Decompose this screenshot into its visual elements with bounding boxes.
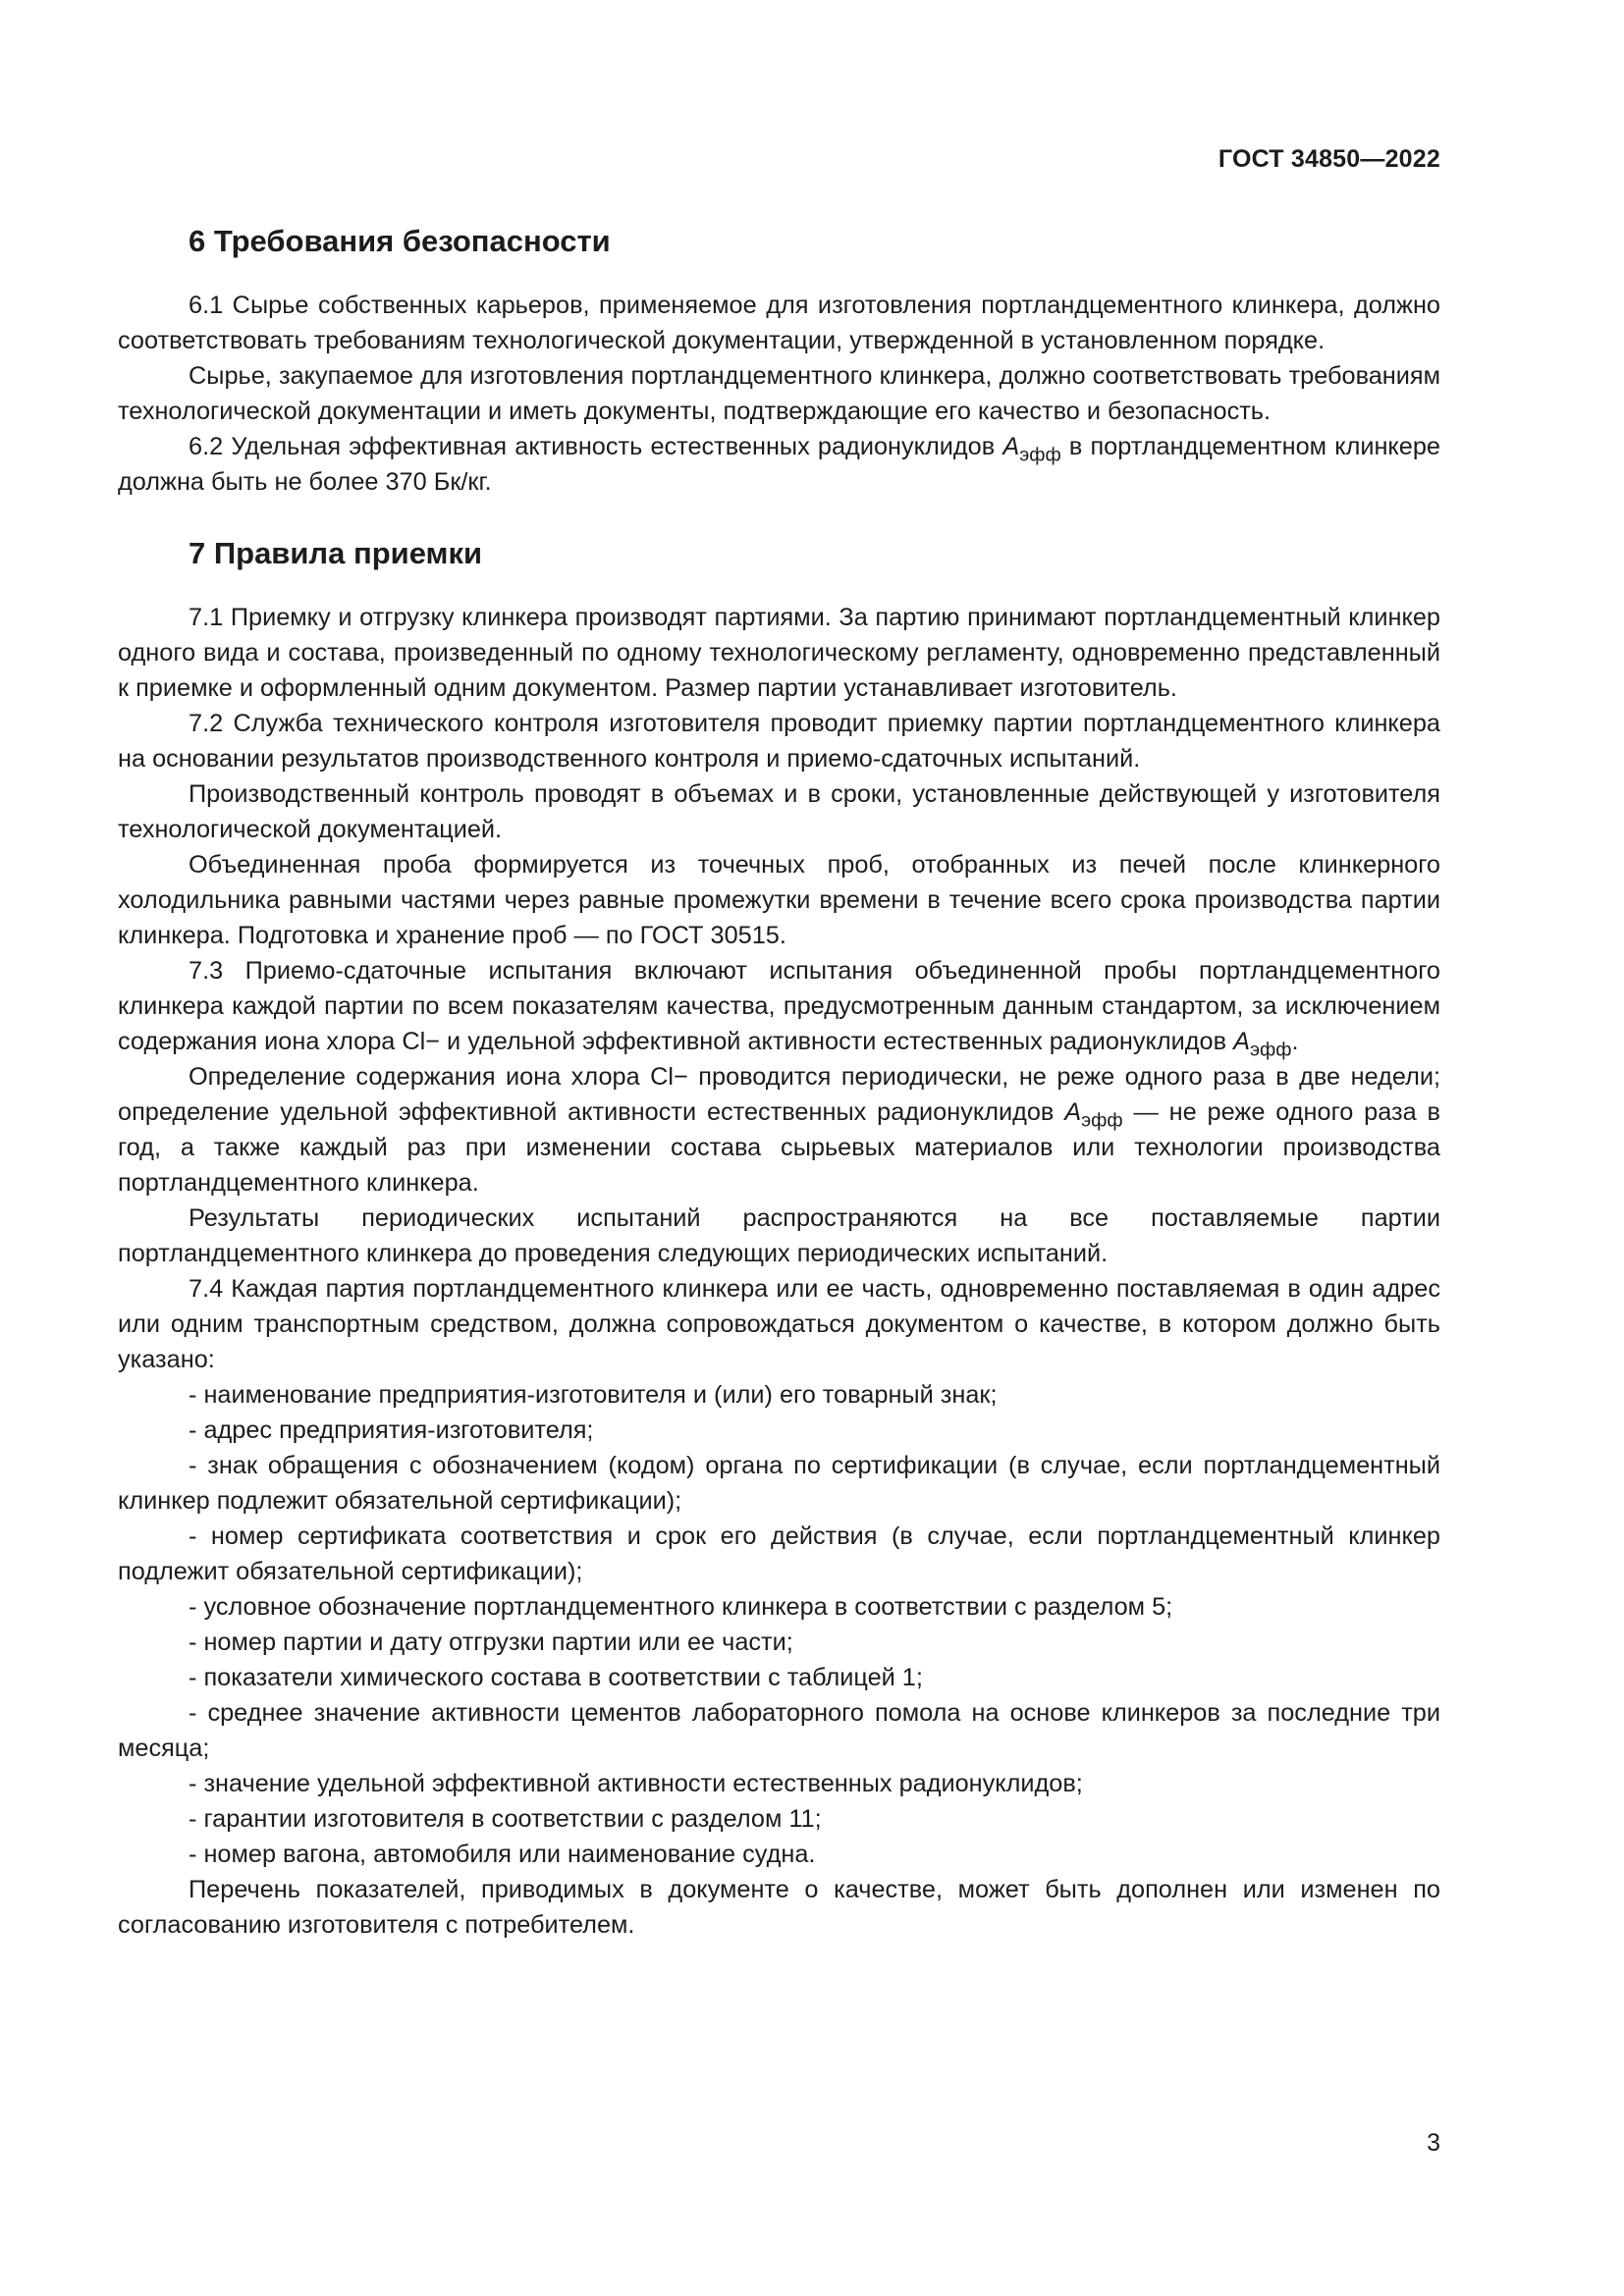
paragraph-raw-material: Сырье, закупаемое для изготовления портландцементного клинкера, должно соответствовать требованиям технологической документации и иметь документы, подтверждающие его качество и безопасность. [118, 362, 1440, 425]
aeff-symbol: A [1002, 433, 1020, 460]
list-item: - условное обозначение портландцементного клинкера в соответствии с разделом 5; [189, 1593, 1173, 1621]
aeff-symbol: A [1233, 1028, 1250, 1055]
list-item: - наименование предприятия-изготовителя и (или) его товарный знак; [189, 1381, 998, 1409]
aeff-subscript: эфф [1019, 444, 1061, 466]
list-item: - среднее значение активности цементов лабораторного помола на основе клинкеров за последние три месяца; [118, 1699, 1440, 1762]
list-item: - номер вагона, автомобиля или наименование судна. [189, 1841, 816, 1868]
list-item: - значение удельной эффективной активности естественных радионуклидов; [189, 1770, 1083, 1797]
aeff-subscript: эфф [1081, 1109, 1123, 1132]
paragraph-final: Перечень показателей, приводимых в документе о качестве, может быть дополнен или изменен по согласованию изготовителя с потребителем. [118, 1876, 1440, 1939]
list-item: - знак обращения с обозначением (кодом) органа по сертификации (в случае, если портландцементный клинкер подлежит обязательной сертификации); [118, 1452, 1440, 1515]
list-item: - гарантии изготовителя в соответствии с разделом 11; [189, 1805, 822, 1833]
aeff-symbol: A [1064, 1098, 1082, 1126]
paragraph-6-2 [118, 429, 1440, 500]
paragraph-6-2-text-b: в портландцементном клинкере должна быть не более 370 Бк/кг. [118, 433, 1440, 496]
paragraph-results: Результаты периодических испытаний распространяются на все поставляемые партии портландцементного клинкера до проведения следующих периодических испытаний. [118, 1204, 1440, 1267]
page-number: 3 [1427, 2129, 1440, 2157]
paragraph-6-1: 6.1 Сырье собственных карьеров, применяемое для изготовления портландцементного клинкера, должно соответствовать требованиям технологической документации, утвержденной в установленном порядке. [118, 292, 1440, 354]
section-7-heading: 7 Правила приемки [189, 536, 483, 570]
paragraph-6-2-text-a: 6.2 Удельная эффективная активность естественных радионуклидов [189, 433, 1003, 460]
paragraph-7-3-text-a: 7.3 Приемо-сдаточные испытания включают испытания объединенной пробы портландцементного клинкера каждой партии по всем показателям качества, предусмотренным данным стандартом, за исключением содержания иона хлора Cl− и удельной эффективной активности естественных радионуклидов [118, 957, 1440, 1055]
list-item: - номер сертификата соответствия и срок его действия (в случае, если портландцементный клинкер подлежит обязательной сертификации); [118, 1522, 1440, 1585]
paragraph-7-3-text-b: . [1291, 1028, 1299, 1055]
list-item: - адрес предприятия-изготовителя; [189, 1416, 594, 1444]
paragraph-7-1: 7.1 Приемку и отгрузку клинкера производят партиями. За партию принимают портландцементный клинкер одного вида и состава, произведенный по одному технологическому регламенту, одновременно представленный к приемке и оформленный одним документом. Размер партии устанавливает изготовитель. [118, 604, 1440, 702]
section-6-heading: 6 Требования безопасности [189, 224, 611, 258]
paragraph-7-3 [118, 953, 1440, 1059]
list-item: - показатели химического состава в соответствии с таблицей 1; [189, 1664, 923, 1691]
document-body [118, 222, 1440, 1943]
paragraph-periodic-text-b: — не реже одного раза в год, а также каждый раз при изменении состава сырьевых материалов или технологии производства портландцементного клинкера. [118, 1098, 1440, 1197]
paragraph-production-control: Производственный контроль проводят в объемах и в сроки, установленные действующей у изготовителя технологической документацией. [118, 780, 1440, 843]
document-code: ГОСТ 34850—2022 [1218, 145, 1440, 173]
paragraph-periodic-text-a: Определение содержания иона хлора Cl− проводится периодически, не реже одного раза в две недели; определение удельной эффективной активности естественных радионуклидов [118, 1063, 1440, 1126]
paragraph-7-4: 7.4 Каждая партия портландцементного клинкера или ее часть, одновременно поставляемая в один адрес или одним транспортным средством, должна сопровождаться документом о качестве, в котором должно быть указано: [118, 1275, 1440, 1373]
paragraph-7-2: 7.2 Служба технического контроля изготовителя проводит приемку партии портландцементного клинкера на основании результатов производственного контроля и приемо-сдаточных испытаний. [118, 710, 1440, 773]
list-item: - номер партии и дату отгрузки партии или ее части; [189, 1629, 793, 1656]
aeff-subscript: эфф [1249, 1039, 1292, 1061]
paragraph-combined-sample: Объединенная проба формируется из точечных проб, отобранных из печей после клинкерного холодильника равными частями через равные промежутки времени в течение всего срока производства партии клинкера. Подготовка и хранение проб — по ГОСТ 30515. [118, 851, 1440, 949]
paragraph-periodic [118, 1059, 1440, 1201]
